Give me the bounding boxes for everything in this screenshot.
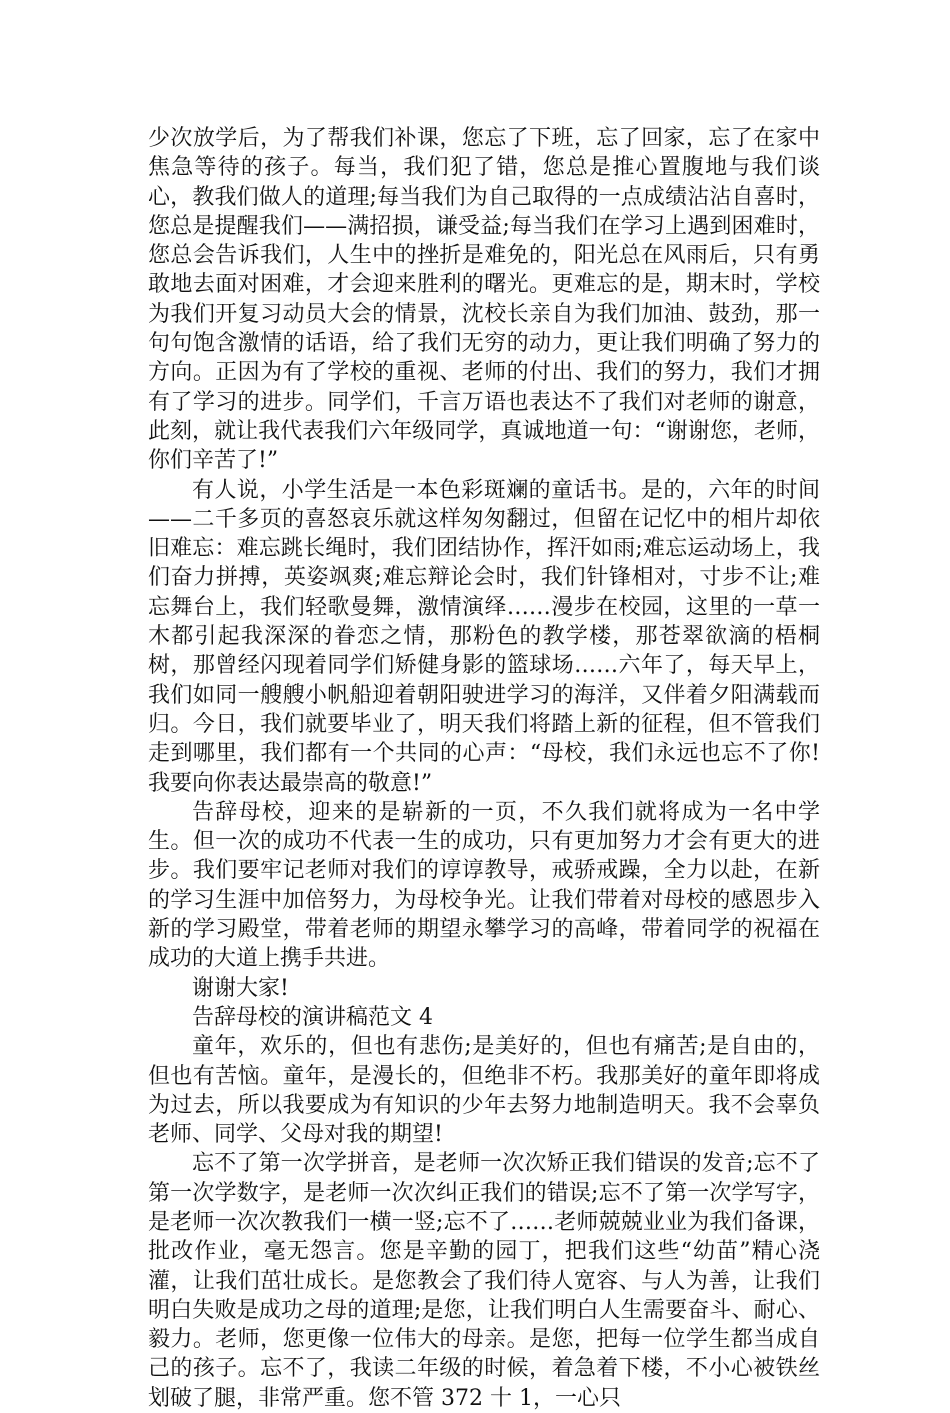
paragraph-farewell: 告辞母校，迎来的是崭新的一页，不久我们就将成为一名中学生。但一次的成功不代表一生的成功，只有更加努力才会有更大的进步。我们要牢记老师对我们的谆谆教导，戒骄戒躁，全力以赴，在新的学习生涯中加倍努力，为母校争光。让我们带着对母校的感恩步入新的学习殿堂，带着老师的期望永攀学习的高峰，带着同学的祝福在成功的大道上携手共进。 — [148, 799, 820, 972]
section-heading: 告辞母校的演讲稿范文 4 — [192, 1004, 433, 1030]
paragraph-unforgettable: 忘不了第一次学拼音，是老师一次次矫正我们错误的发音;忘不了第一次学数字，是老师一次次纠正我们的错误;忘不了第一次学写字，是老师一次次教我们一横一竖;忘不了……老师兢兢业业为我们备课，批改作业，毫无怨言。您是辛勤的园丁，把我们这些“幼苗”精心浇灌，让我们茁壮成长。是您教会了我们待人宽容、与人为善，让我们明白失败是成功之母的道理;是您，让我们明白人生需要奋斗、耐心、毅力。老师，您更像一位伟大的母亲。是您，把每一位学生都当成自己的孩子。忘不了，我读二年级的时候，着急着下楼，不小心被铁丝划破了腿，非常严重。您不管 372 十 1，一心只 — [148, 1151, 820, 1411]
paragraph-childhood: 童年，欢乐的，但也有悲伤;是美好的，但也有痛苦;是自由的，但也有苦恼。童年，是漫长的，但绝非不朽。我那美好的童年即将成为过去，所以我要成为有知识的少年去努力地制造明天。我不会辜负老师、同学、父母对我的期望! — [148, 1034, 820, 1148]
document-page — [148, 124, 820, 1413]
paragraph-thank-you: 谢谢大家! — [192, 975, 289, 1001]
paragraph-thanks-teachers: 少次放学后，为了帮我们补课，您忘了下班，忘了回家，忘了在家中焦急等待的孩子。每当，我们犯了错，您总是推心置腹地与我们谈心，教我们做人的道理;每当我们为自己取得的一点成绩沾沾自喜时，您总是提醒我们——满招损，谦受益;每当我们在学习上遇到困难时，您总会告诉我们，人生中的挫折是难免的，阳光总在风雨后，只有勇敢地去面对困难，才会迎来胜利的曙光。更难忘的是，期末时，学校为我们开复习动员大会的情景，沈校长亲自为我们加油、鼓劲，那一句句饱含激情的话语，给了我们无穷的动力，更让我们明确了努力的方向。正因为有了学校的重视、老师的付出、我们的努力，我们才拥有了学习的进步。同学们，千言万语也表达不了我们对老师的谢意，此刻，就让我代表我们六年级同学，真诚地道一句：“谢谢您，老师，你们辛苦了!” — [148, 126, 820, 474]
paragraph-memories: 有人说，小学生活是一本色彩斑斓的童话书。是的，六年的时间——二千多页的喜怒哀乐就这样匆匆翻过，但留在记忆中的相片却依旧难忘：难忘跳长绳时，我们团结协作，挥汗如雨;难忘运动场上，我们奋力拼搏，英姿飒爽;难忘辩论会时，我们针锋相对，寸步不让;难忘舞台上，我们轻歌曼舞，激情演绎……漫步在校园，这里的一草一木都引起我深深的眷恋之情，那粉色的教学楼，那苍翠欲滴的梧桐树，那曾经闪现着同学们矫健身影的篮球场……六年了，每天早上，我们如同一艘艘小帆船迎着朝阳驶进学习的海洋，又伴着夕阳满载而归。今日，我们就要毕业了，明天我们将踏上新的征程，但不管我们走到哪里，我们都有一个共同的心声：“母校，我们永远也忘不了你!我要向你表达最崇高的敬意!” — [148, 477, 820, 796]
